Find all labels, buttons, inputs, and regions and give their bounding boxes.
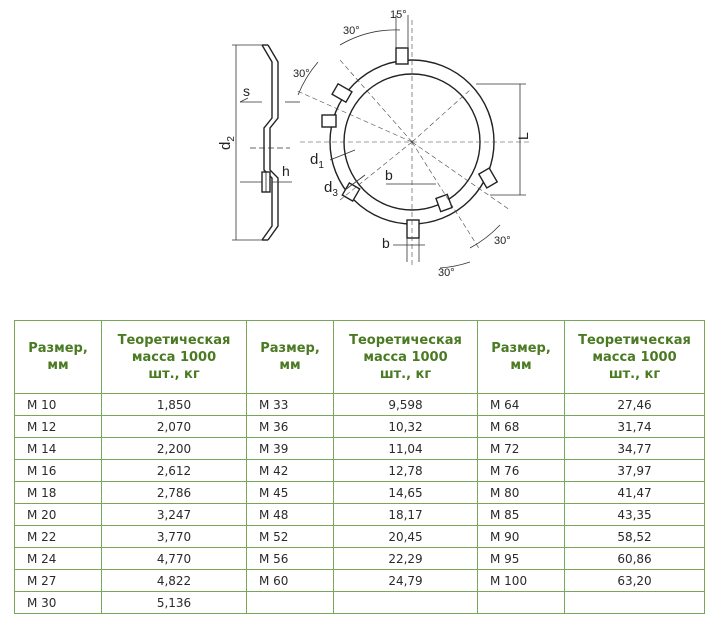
size-cell: М 45 <box>247 482 334 504</box>
size-cell: М 90 <box>478 526 565 548</box>
column-header-line1: Размер, <box>491 341 551 356</box>
size-cell: М 14 <box>15 438 102 460</box>
mass-cell: 5,136 <box>102 592 247 614</box>
column-header-line1: Теоретическая <box>117 332 231 348</box>
size-cell: М 30 <box>15 592 102 614</box>
dim-d1-sub: 1 <box>318 160 324 171</box>
mass-cell: 2,612 <box>102 460 247 482</box>
size-cell: М 64 <box>478 394 565 416</box>
size-cell: М 56 <box>247 548 334 570</box>
column-header-line2: мм <box>279 358 301 373</box>
size-cell: М 18 <box>15 482 102 504</box>
mass-cell: 31,74 <box>565 416 705 438</box>
mass-cell: 12,78 <box>334 460 478 482</box>
column-header-line3: шт., кг <box>379 366 432 382</box>
size-cell: М 52 <box>247 526 334 548</box>
mass-cell: 41,47 <box>565 482 705 504</box>
size-cell: М 68 <box>478 416 565 438</box>
column-header <box>247 321 334 394</box>
dim-d2-letter: d <box>217 141 234 150</box>
size-cell: М 80 <box>478 482 565 504</box>
table-row <box>15 394 705 416</box>
mass-cell: 63,20 <box>565 570 705 592</box>
table-row <box>15 438 705 460</box>
table-row <box>15 482 705 504</box>
size-cell: М 76 <box>478 460 565 482</box>
mass-table-head <box>15 321 705 394</box>
table-row <box>15 548 705 570</box>
table-row <box>15 460 705 482</box>
size-cell: М 12 <box>15 416 102 438</box>
size-cell: М 48 <box>247 504 334 526</box>
mass-cell: 3,247 <box>102 504 247 526</box>
mass-cell: 58,52 <box>565 526 705 548</box>
dim-L: L <box>515 132 531 140</box>
column-header <box>478 321 565 394</box>
table-row <box>15 526 705 548</box>
mass-cell: 34,77 <box>565 438 705 460</box>
size-cell: М 39 <box>247 438 334 460</box>
size-cell: М 27 <box>15 570 102 592</box>
mass-cell: 4,770 <box>102 548 247 570</box>
header-row <box>15 321 705 394</box>
size-cell <box>247 592 334 614</box>
mass-cell: 27,46 <box>565 394 705 416</box>
mass-cell: 3,770 <box>102 526 247 548</box>
table-row <box>15 416 705 438</box>
size-cell: М 24 <box>15 548 102 570</box>
front-view <box>322 48 497 238</box>
dim-angle-30-left: 30° <box>293 68 310 80</box>
column-header-line1: Размер, <box>260 341 320 356</box>
column-header-line2: масса 1000 <box>592 349 677 365</box>
size-cell: М 16 <box>15 460 102 482</box>
dim-d1-letter: d <box>310 151 319 168</box>
dim-d2 <box>217 136 237 150</box>
mass-cell: 18,17 <box>334 504 478 526</box>
side-dimensions <box>232 45 300 240</box>
mass-cell: 22,29 <box>334 548 478 570</box>
size-cell: М 42 <box>247 460 334 482</box>
dim-h: h <box>282 163 290 179</box>
dim-d2-sub: 2 <box>226 136 237 142</box>
column-header-line1: Размер, <box>28 341 88 356</box>
mass-cell: 1,850 <box>102 394 247 416</box>
dim-d3-letter: d <box>324 179 333 196</box>
column-header <box>334 321 478 394</box>
size-cell: М 72 <box>478 438 565 460</box>
column-header-line1: Теоретическая <box>578 332 691 348</box>
mass-table <box>14 320 705 614</box>
table-row <box>15 570 705 592</box>
column-header-line1: Теоретическая <box>349 332 462 348</box>
column-header-line2: мм <box>47 358 69 373</box>
size-cell: М 95 <box>478 548 565 570</box>
dim-b-outer: b <box>382 235 390 251</box>
dim-d1 <box>310 151 324 171</box>
mass-cell: 10,32 <box>334 416 478 438</box>
dim-s: s <box>243 83 250 99</box>
column-header-line3: шт., кг <box>148 366 200 382</box>
dim-angle-30-bottom: 30° <box>438 267 455 279</box>
column-header <box>565 321 705 394</box>
mass-table-container <box>14 320 704 614</box>
size-cell: М 20 <box>15 504 102 526</box>
mass-cell: 11,04 <box>334 438 478 460</box>
size-cell: М 100 <box>478 570 565 592</box>
mass-cell: 60,86 <box>565 548 705 570</box>
dim-d3-sub: 3 <box>332 188 338 199</box>
side-view <box>262 45 278 240</box>
dim-angle-30-right: 30° <box>494 235 511 247</box>
mass-cell: 20,45 <box>334 526 478 548</box>
mass-cell <box>565 592 705 614</box>
column-header-line2: масса 1000 <box>363 349 448 365</box>
column-header-line2: мм <box>510 358 532 373</box>
mass-cell: 4,822 <box>102 570 247 592</box>
mass-cell: 2,070 <box>102 416 247 438</box>
mass-cell: 14,65 <box>334 482 478 504</box>
mass-cell: 2,786 <box>102 482 247 504</box>
size-cell: М 85 <box>478 504 565 526</box>
dim-angle-15: 15° <box>390 9 407 21</box>
mass-cell: 24,79 <box>334 570 478 592</box>
size-cell: М 10 <box>15 394 102 416</box>
dim-b-inner: b <box>385 167 393 183</box>
column-header-line2: масса 1000 <box>131 349 217 365</box>
size-cell: М 60 <box>247 570 334 592</box>
mass-table-body <box>15 394 705 614</box>
dim-d3 <box>324 179 338 199</box>
size-cell: М 36 <box>247 416 334 438</box>
mass-cell: 9,598 <box>334 394 478 416</box>
mass-cell: 37,97 <box>565 460 705 482</box>
washer-drawing <box>0 0 718 300</box>
mass-cell <box>334 592 478 614</box>
size-cell: М 22 <box>15 526 102 548</box>
size-cell <box>478 592 565 614</box>
size-cell: М 33 <box>247 394 334 416</box>
mass-cell: 2,200 <box>102 438 247 460</box>
dim-angle-30-top: 30° <box>343 25 360 37</box>
table-row <box>15 592 705 614</box>
column-header-line3: шт., кг <box>608 366 661 382</box>
column-header <box>102 321 247 394</box>
table-row <box>15 504 705 526</box>
mass-cell: 43,35 <box>565 504 705 526</box>
column-header <box>15 321 102 394</box>
